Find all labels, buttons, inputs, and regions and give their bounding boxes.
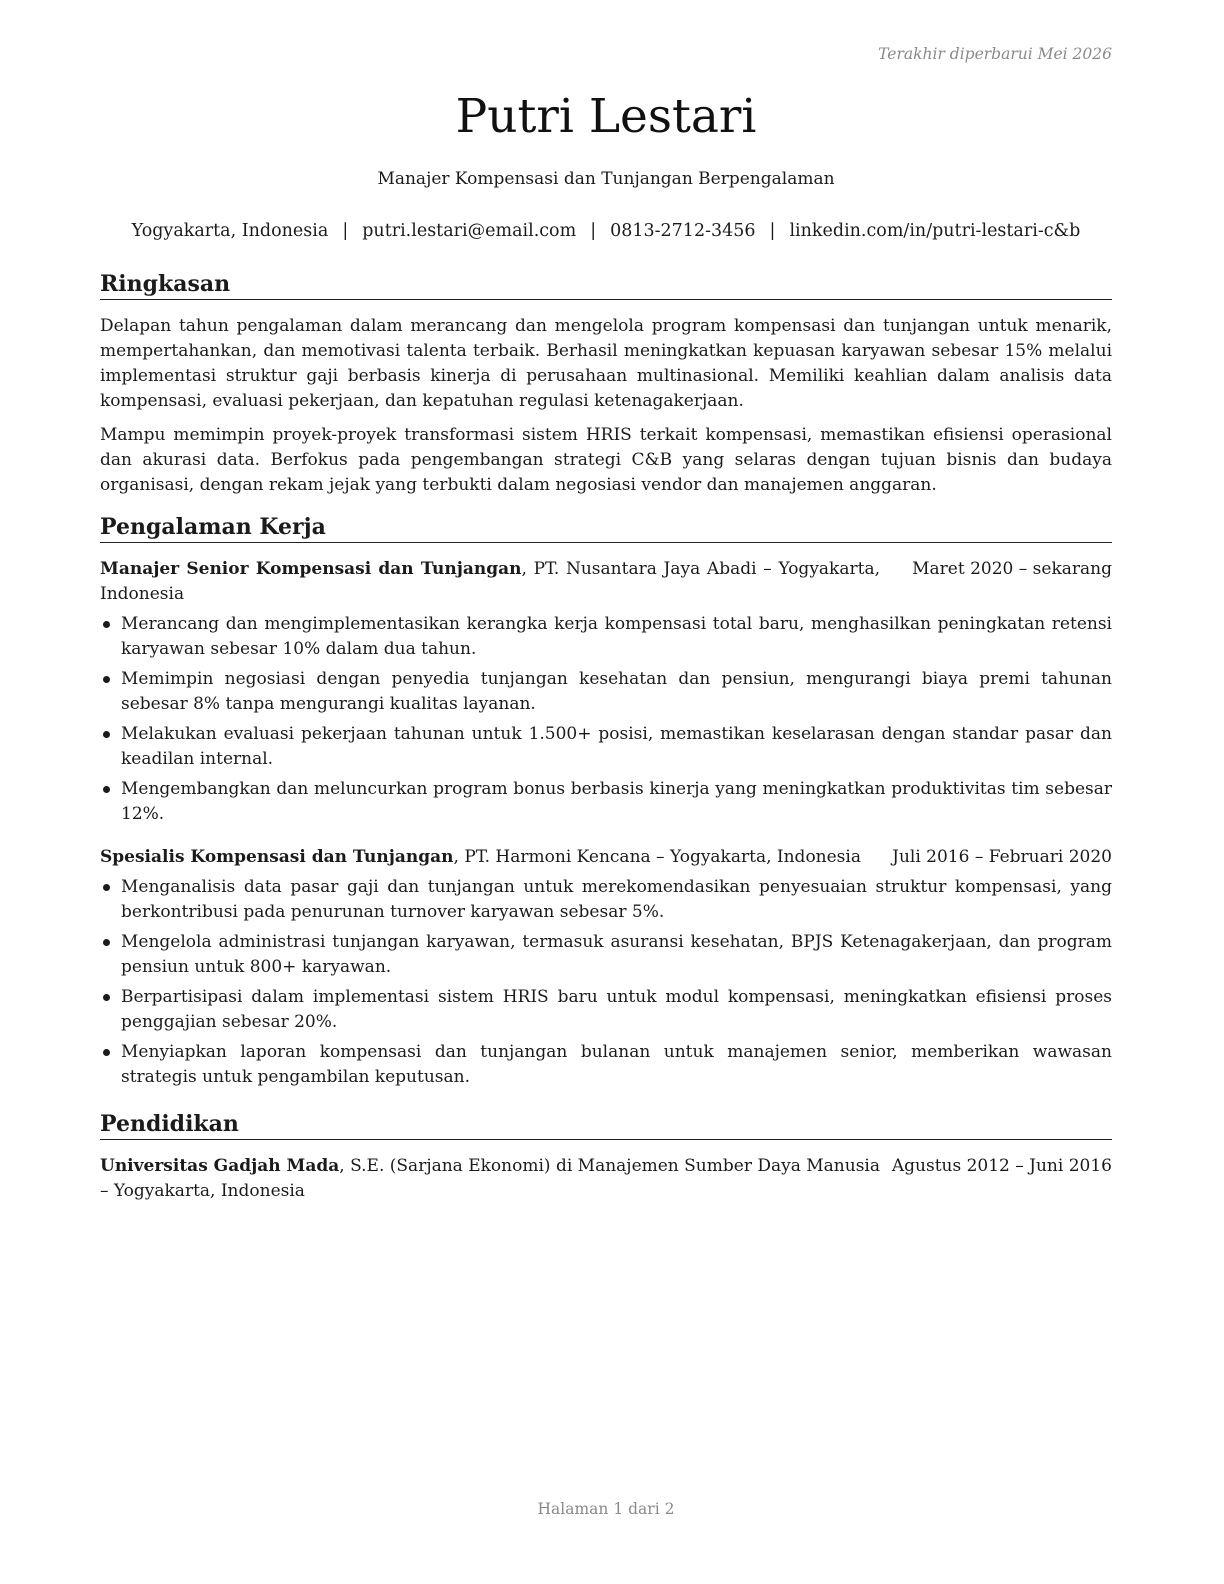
bullet-text: Memimpin negosiasi dengan penyedia tunjangan kesehatan dan pensiun, mengurangi biaya premi tahunan sebesar 8% tanpa mengurangi kualitas layanan. xyxy=(121,669,1112,714)
contact-line xyxy=(100,218,1112,244)
job-entry xyxy=(100,557,1112,827)
job-header xyxy=(100,845,1112,870)
candidate-name: Putri Lestari xyxy=(455,89,757,144)
bullet-icon xyxy=(103,731,110,738)
list-item xyxy=(100,930,1112,980)
contact-location: Yogyakarta, Indonesia xyxy=(131,221,329,241)
resume-page xyxy=(100,0,1112,1584)
section-title-summary: Ringkasan xyxy=(100,270,1112,300)
contact-separator: | xyxy=(590,221,597,241)
last-updated-note: Terakhir diperbarui Mei 2026 xyxy=(878,45,1112,63)
job-role: Spesialis Kompensasi dan Tunjangan xyxy=(100,847,454,867)
list-item xyxy=(100,1040,1112,1090)
education-dates: Agustus 2012 – Juni 2016 xyxy=(882,1154,1112,1179)
bullet-icon xyxy=(103,1049,110,1056)
bullet-icon xyxy=(103,676,110,683)
list-item xyxy=(100,777,1112,827)
job-bullets xyxy=(100,612,1112,827)
degree-detail: , S.E. (Sarjana Ekonomi) di Manajemen Sumber Daya Manusia – Yogyakarta, Indonesia xyxy=(100,1156,881,1201)
page-number: Halaman 1 dari 2 xyxy=(537,1500,675,1518)
bullet-text: Menyiapkan laporan kompensasi dan tunjangan bulanan untuk manajemen senior, memberikan wawasan strategis untuk pengambilan keputusan. xyxy=(121,1042,1112,1087)
bullet-icon xyxy=(103,786,110,793)
contact-separator: | xyxy=(769,221,776,241)
list-item xyxy=(100,875,1112,925)
job-header xyxy=(100,557,1112,607)
contact-linkedin-link[interactable]: linkedin.com/in/putri-lestari-c&b xyxy=(789,221,1081,241)
summary-section xyxy=(100,270,1112,498)
job-bullets xyxy=(100,875,1112,1090)
section-title-experience: Pengalaman Kerja xyxy=(100,513,1112,543)
job-company: , PT. Nusantara Jaya Abadi – Yogyakarta, Indonesia xyxy=(100,559,880,604)
bullet-icon xyxy=(103,939,110,946)
experience-section xyxy=(100,513,1112,1095)
bullet-text: Berpartisipasi dalam implementasi sistem HRIS baru untuk modul kompensasi, meningkatkan efisiensi proses penggajian sebesar 20%. xyxy=(121,987,1112,1032)
summary-body xyxy=(100,314,1112,498)
summary-paragraph: Mampu memimpin proyek-proyek transformasi sistem HRIS terkait kompensasi, memastikan efisiensi operasional dan akurasi data. Berfokus pada pengembangan strategi C&B yang selaras dengan tujuan bisnis dan budaya organisasi, dengan rekam jejak yang terbukti dalam negosiasi vendor dan manajemen anggaran. xyxy=(100,425,1112,495)
bullet-text: Menganalisis data pasar gaji dan tunjangan untuk merekomendasikan penyesuaian struktur kompensasi, yang berkontribusi pada penurunan turnover karyawan sebesar 5%. xyxy=(121,877,1112,922)
job-company: , PT. Harmoni Kencana – Yogyakarta, Indonesia xyxy=(453,847,861,867)
list-item xyxy=(100,722,1112,772)
list-item xyxy=(100,667,1112,717)
job-dates: Maret 2020 – sekarang xyxy=(902,557,1112,582)
job-entry xyxy=(100,845,1112,1090)
education-header xyxy=(100,1154,1112,1204)
bullet-text: Mengelola administrasi tunjangan karyawan, termasuk asuransi kesehatan, BPJS Ketenagakerjaan, dan program pensiun untuk 800+ karyawan. xyxy=(121,932,1112,977)
education-section xyxy=(100,1110,1112,1204)
bullet-icon xyxy=(103,621,110,628)
job-role: Manajer Senior Kompensasi dan Tunjangan xyxy=(100,559,522,579)
bullet-text: Mengembangkan dan meluncurkan program bonus berbasis kinerja yang meningkatkan produktivitas tim sebesar 12%. xyxy=(121,779,1112,824)
bullet-icon xyxy=(103,994,110,1001)
education-entry xyxy=(100,1154,1112,1204)
contact-email-link[interactable]: putri.lestari@email.com xyxy=(362,221,577,241)
list-item xyxy=(100,985,1112,1035)
bullet-icon xyxy=(103,884,110,891)
contact-separator: | xyxy=(342,221,349,241)
list-item xyxy=(100,612,1112,662)
section-title-education: Pendidikan xyxy=(100,1110,1112,1140)
job-dates: Juli 2016 – Februari 2020 xyxy=(882,845,1112,870)
school-name: Universitas Gadjah Mada xyxy=(100,1156,340,1176)
contact-phone: 0813-2712-3456 xyxy=(610,221,756,241)
summary-paragraph: Delapan tahun pengalaman dalam merancang dan mengelola program kompensasi dan tunjangan untuk menarik, mempertahankan, dan memotivasi talenta terbaik. Berhasil meningkatkan kepuasan karyawan sebesar 15% melalui implementasi struktur gaji berbasis kinerja di perusahaan multinasional. Memiliki keahlian dalam analisis data kompensasi, evaluasi pekerjaan, dan kepatuhan regulasi ketenagakerjaan. xyxy=(100,316,1112,411)
bullet-text: Melakukan evaluasi pekerjaan tahunan untuk 1.500+ posisi, memastikan keselarasan dengan standar pasar dan keadilan internal. xyxy=(121,724,1112,769)
candidate-tagline: Manajer Kompensasi dan Tunjangan Berpengalaman xyxy=(377,169,835,189)
bullet-text: Merancang dan mengimplementasikan kerangka kerja kompensasi total baru, menghasilkan peningkatan retensi karyawan sebesar 10% dalam dua tahun. xyxy=(121,614,1112,659)
